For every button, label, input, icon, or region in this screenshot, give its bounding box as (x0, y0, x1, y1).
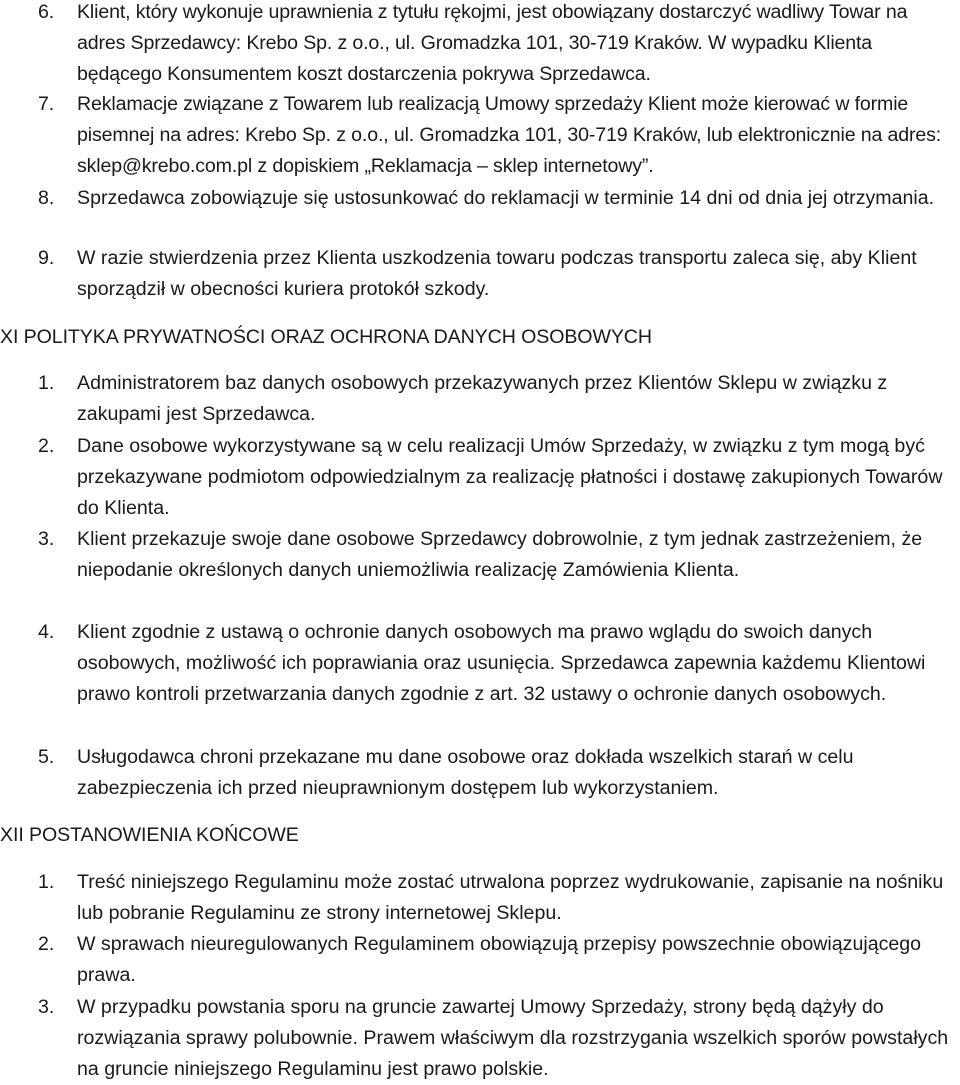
list-item-number: 6. (38, 1, 55, 23)
list-item-text: W sprawach nieuregulowanych Regulaminem obowiązują przepisy powszechnie obowiązującego prawa. (77, 933, 922, 986)
list-item-number: 3. (38, 528, 55, 550)
list-item-number: 3. (38, 996, 55, 1018)
list-item-text: Treść niniejszego Regulaminu może zostać utrwalona poprzez wydrukowanie, zapisanie na nośniku lub pobranie Regulaminu ze strony internetowej Sklepu. (77, 871, 944, 924)
list-item-number: 4. (38, 621, 55, 643)
list-item-number: 8. (38, 187, 55, 209)
list-item-text: Reklamacje związane z Towarem lub realizacją Umowy sprzedaży Klient może kierować w formie pisemnej na adres: Krebo Sp. z o.o., ul. Gromadzka 101, 30-719 Kraków, lub elektronicznie na adres: sklep@krebo.com.pl z dopiskiem „Reklamacja – sklep internetowy”. (77, 93, 942, 177)
list-item-text: W przypadku powstania sporu na gruncie zawartej Umowy Sprzedaży, strony będą dążyły do rozwiązania sprawy polubownie. Prawem właściwym dla rozstrzygania wszelkich sporów powstałych na gruncie niniejszego Regulaminu jest prawo polskie. (77, 996, 949, 1080)
list-item-text: W razie stwierdzenia przez Klienta uszkodzenia towaru podczas transportu zaleca się, aby Klient sporządził w obecności kuriera protokół szkody. (77, 247, 917, 300)
list-item-number: 1. (38, 871, 55, 893)
list-item-text: Klient, który wykonuje uprawnienia z tytułu rękojmi, jest obowiązany dostarczyć wadliwy Towar na adres Sprzedawcy: Krebo Sp. z o.o., ul. Gromadzka 101, 30-719 Kraków. W wypadku Klienta będącego Konsumentem koszt dostarczenia pokrywa Sprzedawca. (77, 1, 908, 85)
list-item-text: Administratorem baz danych osobowych przekazywanych przez Klientów Sklepu w związku z zakupami jest Sprzedawca. (77, 372, 888, 425)
section-heading-xii: XII POSTANOWIENIA KOŃCOWE (0, 824, 299, 846)
list-item-text: Klient przekazuje swoje dane osobowe Sprzedawcy dobrowolnie, z tym jednak zastrzeżeniem, że niepodanie określonych danych uniemożliwia realizację Zamówienia Klienta. (77, 528, 923, 581)
list-item-number: 9. (38, 247, 55, 269)
list-item-text: Sprzedawca zobowiązuje się ustosunkować do reklamacji w terminie 14 dni od dnia jej otrzymania. (77, 187, 935, 209)
list-item-text: Usługodawca chroni przekazane mu dane osobowe oraz dokłada wszelkich starań w celu zabezpieczenia ich przed nieuprawnionym dostępem lub wykorzystaniem. (77, 746, 854, 799)
list-item-number: 2. (38, 933, 55, 955)
list-item-number: 1. (38, 372, 55, 394)
list-item-text: Dane osobowe wykorzystywane są w celu realizacji Umów Sprzedaży, w związku z tym mogą być przekazywane podmiotom odpowiedzialnym za realizację płatności i dostawę zakupionych Towarów do Klienta. (77, 435, 943, 519)
list-item-text: Klient zgodnie z ustawą o ochronie danych osobowych ma prawo wglądu do swoich danych osobowych, możliwość ich poprawiania oraz usunięcia. Sprzedawca zapewnia każdemu Klientowi prawo kontroli przetwarzania danych zgodnie z art. 32 ustawy o ochronie danych osobowych. (77, 621, 926, 705)
list-item-number: 5. (38, 746, 55, 768)
section-heading-xi: XI POLITYKA PRYWATNOŚCI ORAZ OCHRONA DANYCH OSOBOWYCH (0, 326, 652, 348)
list-item-number: 2. (38, 435, 55, 457)
list-item-number: 7. (38, 93, 55, 115)
